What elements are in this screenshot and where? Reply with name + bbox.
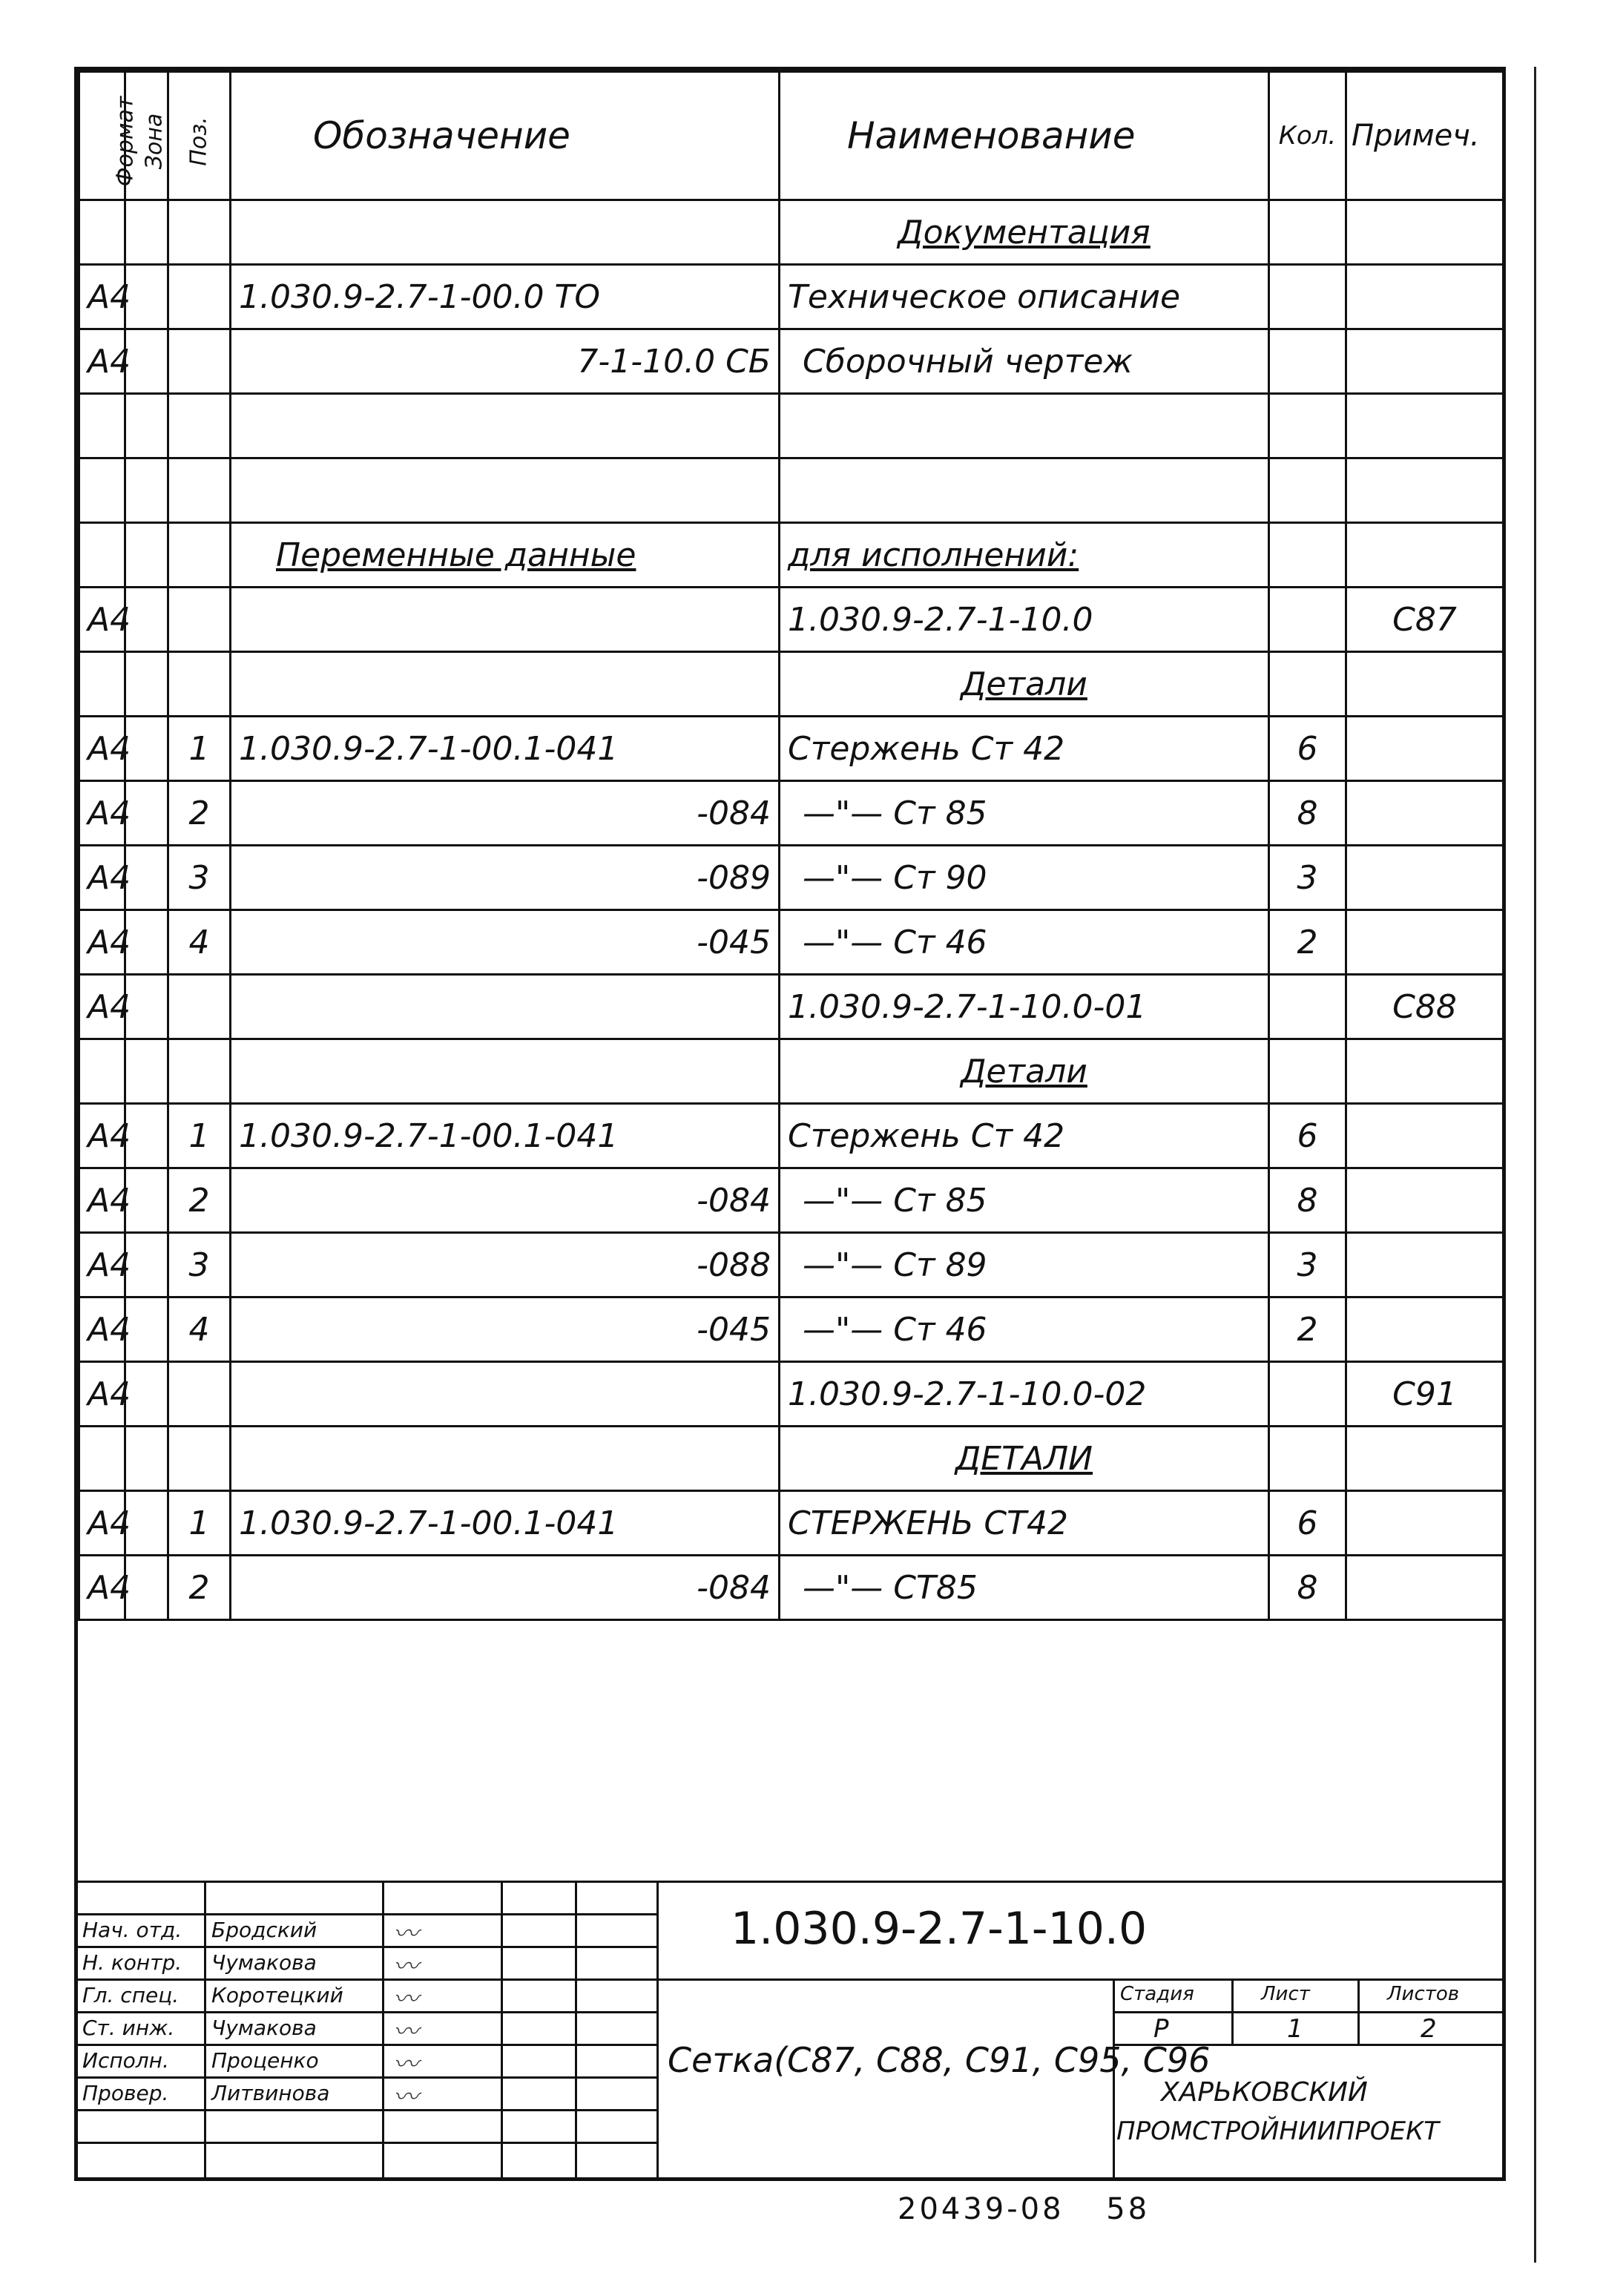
stage-label: Стадия (1120, 1983, 1194, 2005)
cell-name: для исполнений: (780, 523, 1269, 588)
signature-person: Коротецкий (211, 1983, 343, 2007)
handwritten-signature: 〰 (393, 1984, 418, 2014)
cell-position: 4 (168, 1297, 231, 1362)
cell-format: А4 (79, 329, 125, 394)
table-row (79, 265, 1504, 329)
cell-designation: -045 (231, 910, 780, 975)
signature-person: Чумакова (211, 1950, 317, 1975)
cell-designation: 1.030.9-2.7-1-00.0 ТО (231, 265, 780, 329)
cell-format: А4 (79, 717, 125, 781)
cell-position: 4 (168, 910, 231, 975)
cell-designation (231, 394, 780, 458)
cell-position: 2 (168, 1168, 231, 1233)
cell-zone (125, 717, 168, 781)
cell-name: Стержень Ст 42 (780, 717, 1269, 781)
specification-sheet (74, 67, 1506, 2181)
cell-designation: -088 (231, 1233, 780, 1297)
cell-format (79, 523, 125, 588)
cell-designation (231, 1039, 780, 1104)
cell-quantity (1269, 1427, 1346, 1491)
cell-quantity: 6 (1269, 1104, 1346, 1168)
table-row (79, 458, 1504, 523)
cell-position: 1 (168, 1104, 231, 1168)
cell-name: Сборочный чертеж (780, 329, 1269, 394)
cell-quantity: 3 (1269, 846, 1346, 910)
cell-position (168, 1362, 231, 1427)
cell-zone (125, 588, 168, 652)
cell-note: С87 (1346, 588, 1504, 652)
cell-name: —"— Ст 90 (780, 846, 1269, 910)
cell-note (1346, 523, 1504, 588)
cell-format: А4 (79, 588, 125, 652)
header-qty: Кол. (1269, 72, 1346, 200)
signature-role: Нач. отд. (82, 1918, 182, 1942)
sheet-value: 1 (1287, 2014, 1303, 2044)
cell-zone (125, 1039, 168, 1104)
cell-format: А4 (79, 1491, 125, 1556)
cell-position: 3 (168, 1233, 231, 1297)
cell-designation (231, 588, 780, 652)
footer-document-code: 20439-08 (898, 2192, 1064, 2226)
cell-quantity: 6 (1269, 717, 1346, 781)
cell-quantity (1269, 458, 1346, 523)
cell-format: А4 (79, 1297, 125, 1362)
cell-position (168, 975, 231, 1039)
cell-format (79, 652, 125, 717)
table-row (79, 1556, 1504, 1620)
cell-designation (231, 458, 780, 523)
table-row (79, 1297, 1504, 1362)
cell-format (79, 394, 125, 458)
cell-designation: -084 (231, 1556, 780, 1620)
signature-role: Н. контр. (82, 1950, 182, 1975)
cell-note (1346, 1104, 1504, 1168)
cell-quantity: 3 (1269, 1233, 1346, 1297)
handwritten-signature: 〰 (393, 1952, 418, 1981)
cell-note (1346, 1491, 1504, 1556)
table-row (79, 781, 1504, 846)
table-row (79, 652, 1504, 717)
cell-zone (125, 1427, 168, 1491)
cell-format (79, 458, 125, 523)
cell-designation: 1.030.9-2.7-1-00.1-041 (231, 1104, 780, 1168)
cell-zone (125, 1104, 168, 1168)
cell-name: 1.030.9-2.7-1-10.0-01 (780, 975, 1269, 1039)
sheets-label: Листов (1387, 1983, 1460, 2005)
sheets-value: 2 (1421, 2014, 1437, 2044)
cell-zone (125, 1491, 168, 1556)
document-name: Сетка(С87, С88, С91, С95, С96 (668, 2040, 1211, 2080)
cell-note (1346, 717, 1504, 781)
cell-format: А4 (79, 1233, 125, 1297)
cell-name: Детали (780, 1039, 1269, 1104)
cell-format: А4 (79, 1168, 125, 1233)
cell-zone (125, 975, 168, 1039)
cell-note (1346, 1297, 1504, 1362)
cell-name: 1.030.9-2.7-1-10.0 (780, 588, 1269, 652)
cell-zone (125, 910, 168, 975)
cell-note (1346, 846, 1504, 910)
cell-quantity (1269, 523, 1346, 588)
cell-zone (125, 652, 168, 717)
cell-quantity: 6 (1269, 1491, 1346, 1556)
signature-role: Исполн. (82, 2048, 169, 2073)
cell-position: 1 (168, 717, 231, 781)
cell-position (168, 265, 231, 329)
cell-name (780, 458, 1269, 523)
cell-designation (231, 652, 780, 717)
cell-quantity: 8 (1269, 1168, 1346, 1233)
table-row (79, 1039, 1504, 1104)
cell-designation: -084 (231, 781, 780, 846)
signature-person: Бродский (211, 1918, 317, 1942)
handwritten-signature: 〰 (393, 1919, 418, 1949)
cell-zone (125, 781, 168, 846)
cell-format: А4 (79, 910, 125, 975)
table-row (79, 523, 1504, 588)
cell-quantity: 8 (1269, 781, 1346, 846)
signature-role: Ст. инж. (82, 2016, 175, 2040)
table-row (79, 717, 1504, 781)
cell-zone (125, 846, 168, 910)
cell-name: —"— Ст 85 (780, 781, 1269, 846)
cell-name (780, 394, 1269, 458)
cell-position (168, 1427, 231, 1491)
cell-note (1346, 781, 1504, 846)
right-margin-line (1534, 67, 1536, 2263)
table-row (79, 1362, 1504, 1427)
cell-designation: Переменные данные (231, 523, 780, 588)
cell-note (1346, 265, 1504, 329)
cell-format: А4 (79, 1556, 125, 1620)
title-block (78, 1881, 1502, 2177)
table-row (79, 1427, 1504, 1491)
table-row (79, 394, 1504, 458)
table-row (79, 329, 1504, 394)
cell-designation: -084 (231, 1168, 780, 1233)
cell-format: А4 (79, 975, 125, 1039)
cell-quantity (1269, 265, 1346, 329)
cell-name: —"— Ст 46 (780, 910, 1269, 975)
cell-zone (125, 200, 168, 265)
table-row (79, 1168, 1504, 1233)
cell-designation: 1.030.9-2.7-1-00.1-041 (231, 717, 780, 781)
cell-note: С91 (1346, 1362, 1504, 1427)
footer-page-number: 58 (1106, 2192, 1151, 2226)
cell-format: А4 (79, 1362, 125, 1427)
table-body (79, 200, 1504, 1620)
cell-note (1346, 652, 1504, 717)
cell-position (168, 588, 231, 652)
cell-name: СТЕРЖЕНЬ СТ42 (780, 1491, 1269, 1556)
cell-quantity (1269, 588, 1346, 652)
table-row (79, 1233, 1504, 1297)
sheet-label: Лист (1261, 1983, 1310, 2005)
cell-note (1346, 329, 1504, 394)
signature-person: Литвинова (211, 2081, 330, 2105)
cell-designation (231, 1362, 780, 1427)
footer-code (898, 2192, 1150, 2226)
cell-position (168, 394, 231, 458)
specification-table (78, 70, 1504, 1621)
signature-role: Провер. (82, 2081, 169, 2105)
cell-name: —"— СТ85 (780, 1556, 1269, 1620)
cell-quantity: 8 (1269, 1556, 1346, 1620)
cell-note (1346, 458, 1504, 523)
cell-zone (125, 458, 168, 523)
cell-quantity: 2 (1269, 910, 1346, 975)
cell-note (1346, 1039, 1504, 1104)
cell-position: 1 (168, 1491, 231, 1556)
cell-designation (231, 1427, 780, 1491)
cell-note (1346, 910, 1504, 975)
cell-designation: 1.030.9-2.7-1-00.1-041 (231, 1491, 780, 1556)
cell-format: А4 (79, 846, 125, 910)
header-name: Наименование (780, 72, 1269, 200)
organization-line-1: ХАРЬКОВСКИЙ (1161, 2077, 1368, 2108)
table-row (79, 910, 1504, 975)
header-designation: Обозначение (231, 72, 780, 200)
cell-quantity (1269, 1039, 1346, 1104)
table-row (79, 1491, 1504, 1556)
cell-name: Документация (780, 200, 1269, 265)
cell-position: 2 (168, 781, 231, 846)
organization-line-2: ПРОМСТРОЙНИИПРОЕКТ (1116, 2116, 1440, 2146)
cell-position (168, 523, 231, 588)
cell-format: А4 (79, 781, 125, 846)
cell-zone (125, 1297, 168, 1362)
cell-zone (125, 394, 168, 458)
table-header-row (79, 72, 1504, 200)
header-note: Примеч. (1346, 72, 1504, 200)
table-row (79, 200, 1504, 265)
table-row (79, 846, 1504, 910)
cell-name: 1.030.9-2.7-1-10.0-02 (780, 1362, 1269, 1427)
cell-note (1346, 1233, 1504, 1297)
cell-position (168, 200, 231, 265)
cell-note (1346, 1427, 1504, 1491)
cell-quantity: 2 (1269, 1297, 1346, 1362)
signature-person: Проценко (211, 2048, 319, 2073)
cell-designation: 7-1-10.0 СБ (231, 329, 780, 394)
signature-person: Чумакова (211, 2016, 317, 2040)
cell-format: А4 (79, 265, 125, 329)
cell-format (79, 1039, 125, 1104)
header-pos: Поз. (168, 72, 231, 200)
cell-position: 3 (168, 846, 231, 910)
cell-zone (125, 265, 168, 329)
cell-name: Стержень Ст 42 (780, 1104, 1269, 1168)
cell-position (168, 652, 231, 717)
cell-zone (125, 1168, 168, 1233)
document-number: 1.030.9-2.7-1-10.0 (731, 1903, 1148, 1955)
handwritten-signature: 〰 (393, 2050, 418, 2079)
cell-format (79, 1427, 125, 1491)
cell-format (79, 200, 125, 265)
cell-name: —"— Ст 85 (780, 1168, 1269, 1233)
cell-designation: -089 (231, 846, 780, 910)
cell-zone (125, 1556, 168, 1620)
cell-quantity (1269, 200, 1346, 265)
handwritten-signature: 〰 (393, 2082, 418, 2112)
cell-note: С88 (1346, 975, 1504, 1039)
header-format: Формат (79, 72, 125, 200)
cell-name: —"— Ст 89 (780, 1233, 1269, 1297)
table-row (79, 975, 1504, 1039)
signature-role: Гл. спец. (82, 1983, 180, 2007)
table-row (79, 588, 1504, 652)
cell-name: ДЕТАЛИ (780, 1427, 1269, 1491)
cell-designation (231, 200, 780, 265)
cell-name: Техническое описание (780, 265, 1269, 329)
cell-position (168, 1039, 231, 1104)
cell-name: —"— Ст 46 (780, 1297, 1269, 1362)
cell-quantity (1269, 975, 1346, 1039)
cell-format: А4 (79, 1104, 125, 1168)
cell-zone (125, 523, 168, 588)
cell-quantity (1269, 329, 1346, 394)
cell-position (168, 329, 231, 394)
cell-designation: -045 (231, 1297, 780, 1362)
cell-quantity (1269, 652, 1346, 717)
cell-quantity (1269, 394, 1346, 458)
cell-quantity (1269, 1362, 1346, 1427)
cell-note (1346, 394, 1504, 458)
cell-position: 2 (168, 1556, 231, 1620)
cell-designation (231, 975, 780, 1039)
handwritten-signature: 〰 (393, 2017, 418, 2047)
cell-note (1346, 1556, 1504, 1620)
header-zone: Зона (125, 72, 168, 200)
cell-note (1346, 1168, 1504, 1233)
cell-zone (125, 1362, 168, 1427)
cell-zone (125, 329, 168, 394)
cell-position (168, 458, 231, 523)
table-row (79, 1104, 1504, 1168)
cell-name: Детали (780, 652, 1269, 717)
cell-zone (125, 1233, 168, 1297)
cell-note (1346, 200, 1504, 265)
stage-value: Р (1153, 2014, 1169, 2044)
